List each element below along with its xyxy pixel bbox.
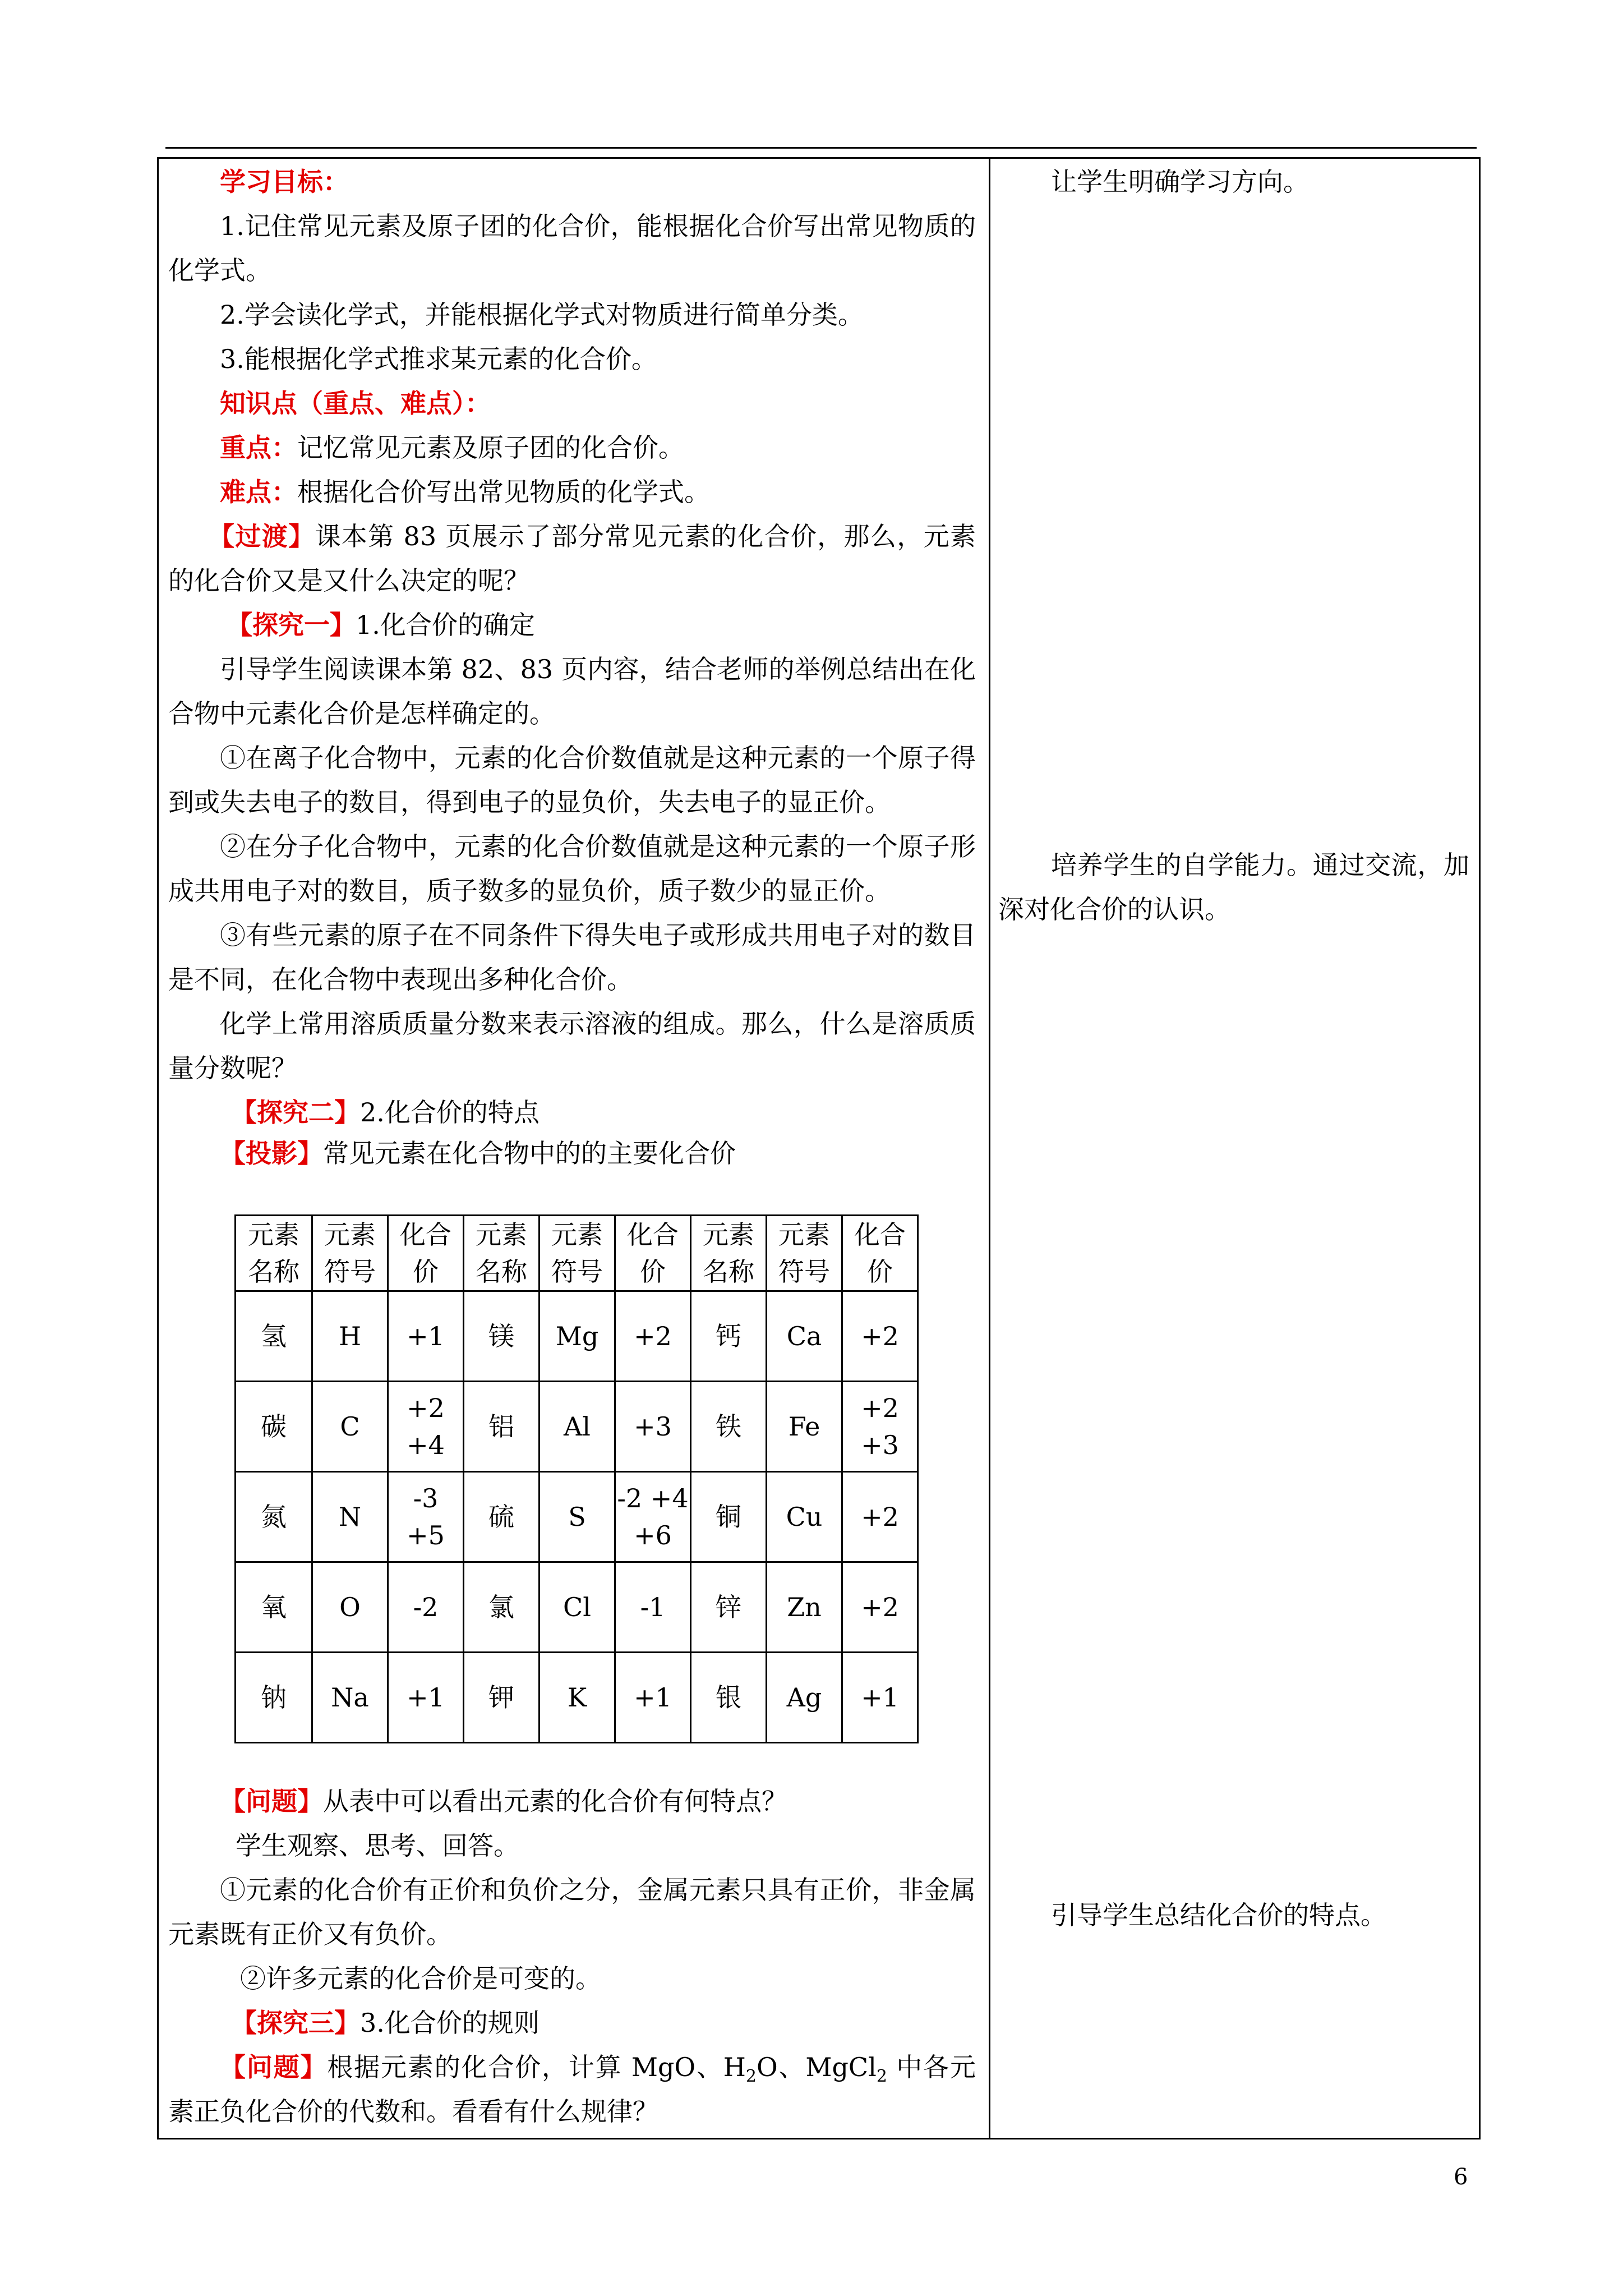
table-cell [691,1291,767,1382]
table-cell [388,1653,464,1743]
table-cell [691,1653,767,1743]
goal-1: 1.记住常见元素及原子团的化合价，能根据化合价写出常见物质的化学式。 [168,211,976,286]
table-header-cell [312,1216,388,1291]
cell-line: Cl [563,1592,591,1622]
difficult-point: 难点：根据化合价写出常见物质的化学式。 [220,477,710,507]
table-cell [312,1653,388,1743]
cell-line: 化合 [854,1220,906,1250]
cell-line: 元素 [248,1220,299,1250]
cell-line: 铜 [716,1502,741,1532]
table-cell [842,1472,918,1562]
table-header-cell [767,1216,842,1291]
table-cell [615,1472,691,1562]
cell-line: +2 [861,1393,899,1423]
teaching-content-column-lower [168,1779,976,2134]
cell-line: Fe [788,1411,820,1442]
cell-line: +1 [634,1682,672,1713]
cell-line: 元素 [778,1220,830,1250]
cell-line: Zn [787,1592,822,1622]
cell-line: Mg [555,1321,599,1351]
cell-line: 符号 [324,1257,376,1287]
table-cell [464,1653,540,1743]
cell-line: 化合 [400,1220,451,1250]
table-cell [540,1382,615,1472]
cell-line: +1 [861,1682,899,1713]
point-ionic: ①在离子化合物中，元素的化合价数值就是这种元素的一个原子得到或失去电子的数目，得到电子的显负价，失去电子的显正价。 [168,743,976,817]
cell-line: 名称 [248,1257,299,1287]
cell-line: Ag [786,1682,822,1713]
table-cell [767,1562,842,1653]
cell-line: 铝 [488,1411,514,1442]
cell-line: +1 [407,1321,445,1351]
cell-line: -1 [640,1592,666,1622]
cell-line: -2 +4 [617,1483,689,1513]
cell-line: -3 [413,1483,439,1513]
table-cell [691,1562,767,1653]
goal-3: 3.能根据化学式推求某元素的化合价。 [220,344,657,374]
cell-line: Na [331,1682,369,1713]
table-cell [767,1472,842,1562]
cell-line: +5 [407,1520,445,1550]
cell-line: +2 [634,1321,672,1351]
cell-line: 氧 [261,1592,287,1622]
cell-line: 氮 [261,1502,287,1532]
cell-line: +2 [861,1321,899,1351]
table-row [236,1562,918,1653]
table-cell [540,1472,615,1562]
cell-line: 元素 [476,1220,527,1250]
header-rule [165,147,1477,149]
table-cell [388,1382,464,1472]
table-header-cell [236,1216,312,1291]
cell-line: K [567,1682,587,1713]
cell-line: 名称 [703,1257,754,1287]
table-cell [615,1653,691,1743]
cell-line: 银 [716,1682,741,1713]
cell-line: 化合 [627,1220,679,1250]
cell-line: +2 [861,1592,899,1622]
cell-line: +6 [634,1520,672,1550]
table-cell [464,1472,540,1562]
cell-line: 符号 [778,1257,830,1287]
cell-line: 铁 [716,1411,741,1442]
goal-2: 2.学会读化学式，并能根据化学式对物质进行简单分类。 [220,300,864,330]
table-row [236,1291,918,1382]
conclusion-2: ②许多元素的化合价是可变的。 [240,1963,601,1994]
table-cell [312,1562,388,1653]
cell-line: 符号 [551,1257,603,1287]
table-cell [312,1472,388,1562]
cell-line: C [340,1411,360,1442]
table-cell [236,1291,312,1382]
table-header-cell [388,1216,464,1291]
table-cell [615,1562,691,1653]
table-cell [842,1562,918,1653]
cell-line: +2 [861,1502,899,1532]
table-cell [540,1653,615,1743]
cell-line: H [338,1321,362,1351]
cell-line: +2 [407,1393,445,1423]
table-cell [388,1472,464,1562]
cell-line: 元素 [703,1220,754,1250]
cell-line: 钙 [716,1321,741,1351]
cell-line: Ca [786,1321,822,1351]
table-cell [236,1382,312,1472]
table-row [236,1472,918,1562]
intent-summarize: 引导学生总结化合价的特点。 [1051,1900,1386,1930]
table-cell [388,1291,464,1382]
cell-line: 碳 [261,1411,287,1442]
transition-paragraph: 【过渡】课本第 83 页展示了部分常见元素的化合价，那么，元素的化合价又是又什么决定的呢？ [168,521,976,596]
cell-line: 钾 [488,1682,514,1713]
table-cell [615,1291,691,1382]
column-divider [989,157,990,2139]
cell-line: 名称 [476,1257,527,1287]
table-cell [615,1382,691,1472]
table-header-cell [464,1216,540,1291]
page-number: 6 [1454,2164,1468,2190]
cell-line: +4 [407,1430,445,1460]
table-header-cell [691,1216,767,1291]
explore-2-heading: 【探究二】2.化合价的特点 [231,1097,540,1128]
guide-paragraph: 引导学生阅读课本第 82、83 页内容，结合老师的举例总结出在化合物中元素化合价是怎样确定的。 [168,654,976,729]
solution-paragraph: 化学上常用溶质质量分数来表示溶液的组成。那么，什么是溶质质量分数呢？ [168,1009,976,1083]
cell-line: 锌 [716,1592,741,1622]
cell-line: Al [564,1411,591,1442]
table-cell [842,1291,918,1382]
explore-3-heading: 【探究三】3.化合价的规则 [231,2008,540,2038]
point-molecular: ②在分子化合物中，元素的化合价数值就是这种元素的一个原子形成共用电子对的数目，质子数多的显负价，质子数少的显正价。 [168,831,976,906]
table-cell [312,1382,388,1472]
table-header-cell [540,1216,615,1291]
table-cell [236,1562,312,1653]
table-cell [767,1291,842,1382]
table-cell [767,1382,842,1472]
question-2: 【问题】根据元素的化合价，计算 MgO、$H_2O$、MgCl$_2$ 中各元素正负化合价的代数和。看看有什么规律？ [168,2052,976,2127]
cell-line: S [568,1502,586,1532]
conclusion-1: ①元素的化合价有正价和负价之分，金属元素只具有正价，非金属元素既有正价又有负价。 [168,1875,976,1949]
key-points-heading: 知识点（重点、难点）： [220,388,491,418]
table-cell [388,1562,464,1653]
cell-line: +1 [407,1682,445,1713]
cell-line: 元素 [324,1220,376,1250]
cell-line: 氢 [261,1321,287,1351]
table-cell [464,1562,540,1653]
cell-line: 价 [640,1257,666,1287]
table-cell [842,1382,918,1472]
cell-line: -2 [413,1592,439,1622]
cell-line: 价 [413,1257,439,1287]
table-cell [691,1472,767,1562]
point-multiple-valence: ③有些元素的原子在不同条件下得失电子或形成共用电子对的数目是不同，在化合物中表现出多种化合价。 [168,920,976,995]
question-1: 【问题】从表中可以看出元素的化合价有何特点？ [220,1786,787,1816]
cell-line: +3 [861,1430,899,1460]
table-cell [540,1291,615,1382]
table-cell [464,1382,540,1472]
table-header-cell [842,1216,918,1291]
intent-direction: 让学生明确学习方向。 [1051,167,1309,197]
explore-1-heading: 【探究一】1.化合价的确定 [227,610,535,640]
cell-line: N [338,1502,362,1532]
table-cell [312,1291,388,1382]
cell-line: 元素 [551,1220,603,1250]
student-observe: 学生观察、思考、回答。 [236,1830,519,1861]
table-header-cell [615,1216,691,1291]
cell-line: Cu [786,1502,823,1532]
cell-line: +3 [634,1411,672,1442]
projection-line: 【投影】常见元素在化合物中的的主要化合价 [220,1138,736,1168]
table-cell [691,1382,767,1472]
table-cell [236,1653,312,1743]
cell-line: 硫 [488,1502,514,1532]
design-intent-column [998,160,1469,1930]
intent-self-study: 培养学生的自学能力。通过交流，加深对化合价的认识。 [998,850,1469,924]
table-row [236,1653,918,1743]
table-cell [236,1472,312,1562]
cell-line: 钠 [261,1682,287,1713]
cell-line: 价 [867,1257,893,1287]
cell-line: O [339,1592,361,1622]
valence-table [234,1214,919,1743]
table-cell [842,1653,918,1743]
teaching-content-column [168,160,976,1172]
table-header-row [236,1216,918,1291]
key-point: 重点：记忆常见元素及原子团的化合价。 [220,432,684,463]
table-cell [767,1653,842,1743]
goals-heading: 学习目标： [220,167,349,197]
table-row [236,1382,918,1472]
table-cell [464,1291,540,1382]
cell-line: 镁 [488,1321,514,1351]
cell-line: 氯 [488,1592,514,1622]
table-cell [540,1562,615,1653]
